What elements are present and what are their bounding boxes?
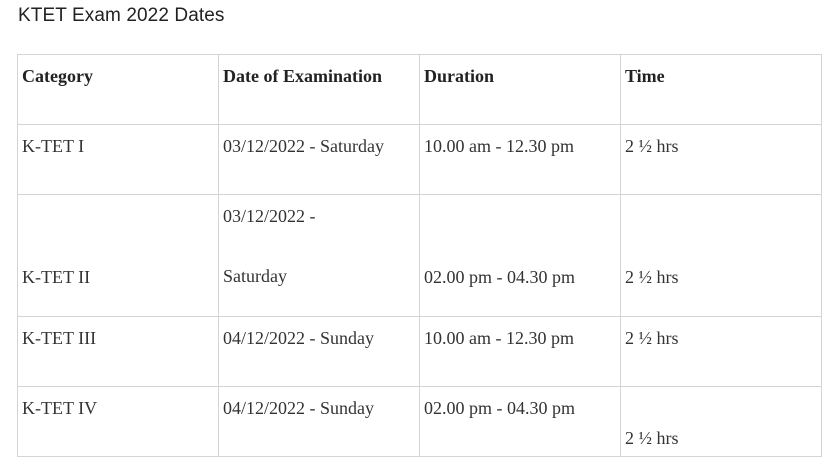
table-row: [18, 317, 822, 387]
cell-duration: 02.00 pm - 04.30 pm: [420, 387, 621, 457]
exam-dates-table: [17, 54, 822, 457]
header-time: Time: [621, 55, 822, 125]
cell-duration: 10.00 am - 12.30 pm: [420, 125, 621, 195]
cell-time: 2 ½ hrs: [621, 387, 822, 457]
cell-date: 03/12/2022 - Saturday: [219, 125, 420, 195]
table-row: [18, 387, 822, 457]
cell-category: K-TET II: [18, 195, 219, 317]
cell-category: K-TET IV: [18, 387, 219, 457]
cell-time: 2 ½ hrs: [621, 195, 822, 317]
cell-time: 2 ½ hrs: [621, 317, 822, 387]
page-title: KTET Exam 2022 Dates: [18, 5, 225, 26]
cell-date: [219, 195, 420, 317]
cell-time: 2 ½ hrs: [621, 125, 822, 195]
cell-date: 04/12/2022 - Sunday: [219, 317, 420, 387]
cell-date: 04/12/2022 - Sunday: [219, 387, 420, 457]
cell-category: K-TET III: [18, 317, 219, 387]
table-row: [18, 125, 822, 195]
table-row: [18, 195, 822, 317]
header-duration: Duration: [420, 55, 621, 125]
cell-date-line-1: 03/12/2022 -: [223, 206, 316, 226]
cell-duration: 02.00 pm - 04.30 pm: [420, 195, 621, 317]
header-date: Date of Examination: [219, 55, 420, 125]
cell-duration: 10.00 am - 12.30 pm: [420, 317, 621, 387]
table-header-row: [18, 55, 822, 125]
header-category: Category: [18, 55, 219, 125]
cell-date-line-2: Saturday: [223, 266, 287, 286]
cell-category: K-TET I: [18, 125, 219, 195]
